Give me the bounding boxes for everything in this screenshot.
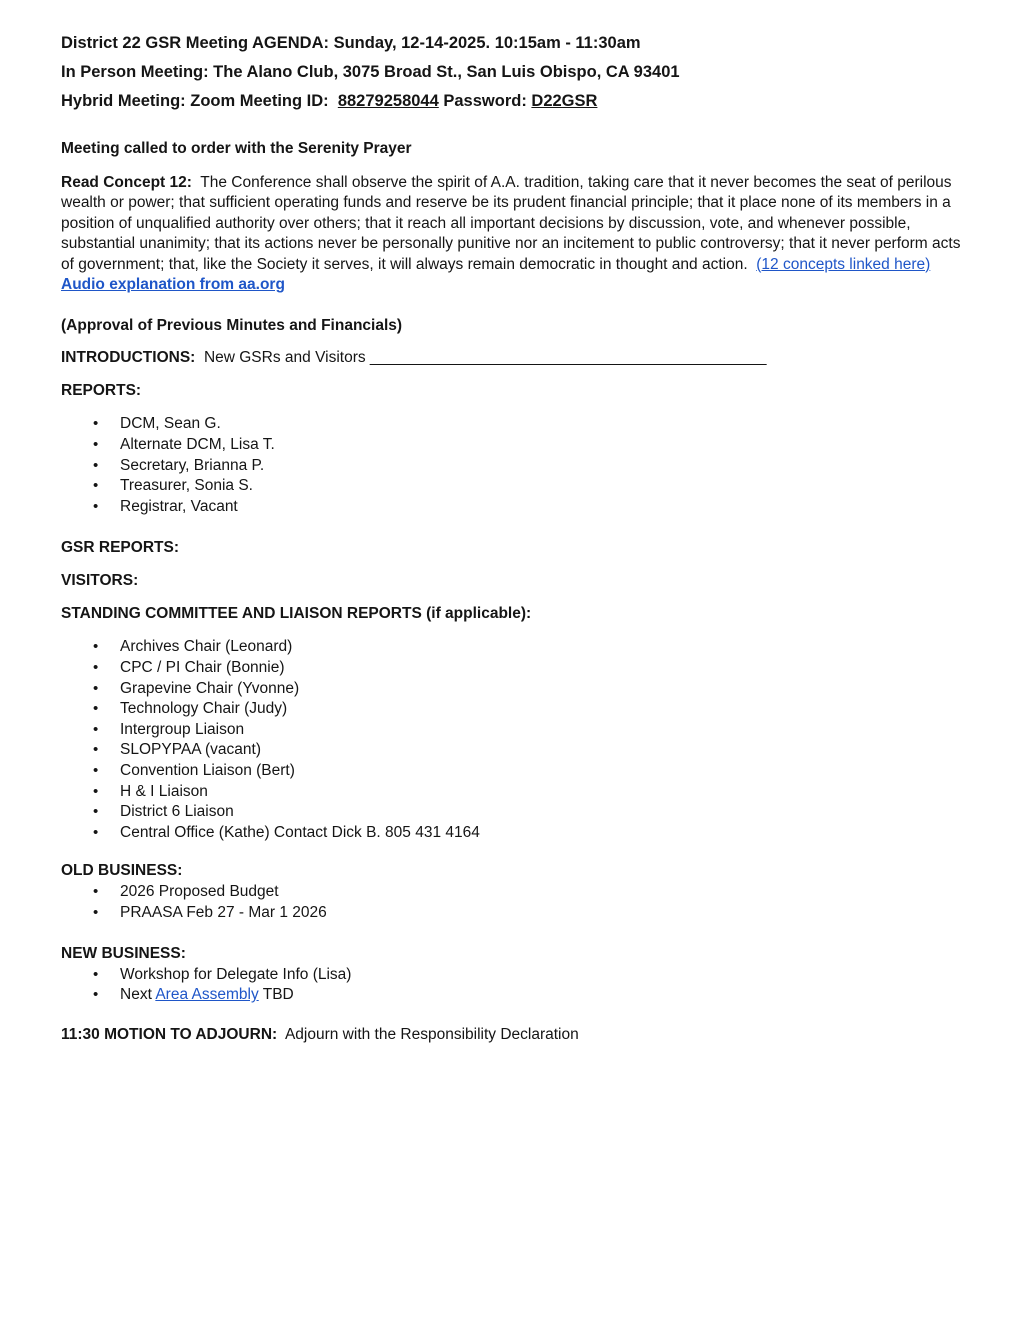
password-label: Password: (438, 92, 532, 110)
standing-committee-list (61, 637, 966, 843)
list-item: • Convention Liaison (Bert) (61, 761, 966, 782)
list-item: • Treasurer, Sonia S. (61, 476, 966, 497)
motion-to-adjourn-label: 11:30 MOTION TO ADJOURN: (61, 1025, 278, 1043)
next-assembly-prefix: Next (120, 986, 156, 1004)
new-business-heading: NEW BUSINESS: (61, 944, 186, 962)
read-concept-label: Read Concept 12: (61, 174, 192, 191)
list-item: • PRAASA Feb 27 - Mar 1 2026 (61, 903, 966, 924)
motion-to-adjourn-text: Adjourn with the Responsibility Declaration (277, 1025, 579, 1043)
read-concept-paragraph (61, 173, 966, 295)
list-item: • Secretary, Brianna P. (61, 456, 966, 477)
list-item: • Archives Chair (Leonard) (61, 637, 966, 658)
old-business-list (61, 882, 966, 923)
zoom-password: D22GSR (531, 92, 598, 110)
introductions-label: INTRODUCTIONS: (61, 349, 196, 367)
hybrid-meeting-label: Hybrid Meeting: Zoom Meeting ID: (61, 92, 338, 110)
read-concept-body: The Conference shall observe the spirit of A.A. tradition, taking care that it never becomes the seat of perilous wealth or power; that sufficient operating funds and reserve be its prudent financial principle; that it place none of its members in a position of unqualified authority over others; that it reach all important decisions by discussion, vote, and whenever possible, substantial unanimity; that its actions never be personally punitive nor an incitement to public controversy; that it never perform acts of government; that, like the Society it serves, it will always remain democratic in thought and action. (61, 174, 965, 273)
list-item: • Alternate DCM, Lisa T. (61, 435, 966, 456)
next-assembly-suffix: TBD (258, 986, 294, 1004)
gsr-reports-heading: GSR REPORTS: (61, 539, 179, 557)
list-item: • Intergroup Liaison (61, 720, 966, 741)
list-item: • 2026 Proposed Budget (61, 882, 966, 903)
hybrid-meeting-line (61, 91, 966, 111)
reports-list (61, 414, 966, 517)
list-item: • Grapevine Chair (Yvonne) (61, 679, 966, 700)
list-item: • H & I Liaison (61, 782, 966, 803)
old-business-heading: OLD BUSINESS: (61, 862, 183, 880)
approval-line: (Approval of Previous Minutes and Financials) (61, 317, 403, 335)
list-item: • CPC / PI Chair (Bonnie) (61, 658, 966, 679)
list-item: • District 6 Liaison (61, 802, 966, 823)
list-item: • Registrar, Vacant (61, 497, 966, 518)
standing-committee-heading: STANDING COMMITTEE AND LIAISON REPORTS (if applicable): (61, 605, 532, 623)
area-assembly-link[interactable]: Area Assembly (155, 986, 259, 1004)
list-item: • Central Office (Kathe) Contact Dick B. 805 431 4164 (61, 823, 966, 844)
list-item: • Workshop for Delegate Info (Lisa) (61, 965, 966, 986)
zoom-meeting-id: 88279258044 (337, 92, 439, 110)
list-item: • Technology Chair (Judy) (61, 699, 966, 720)
motion-to-adjourn-line (61, 1025, 966, 1045)
in-person-meeting-line: In Person Meeting: The Alano Club, 3075 Broad St., San Luis Obispo, CA 93401 (61, 63, 680, 81)
list-item (61, 985, 966, 1006)
meeting-title: District 22 GSR Meeting AGENDA: Sunday, 12-14-2025. 10:15am - 11:30am (61, 34, 641, 52)
list-item: • DCM, Sean G. (61, 414, 966, 435)
introductions-blank-line: ______________________________________________ (369, 349, 767, 367)
link-spacer (930, 256, 934, 273)
reports-heading: REPORTS: (61, 382, 142, 400)
introductions-text: New GSRs and Visitors (195, 349, 370, 367)
audio-explanation-link[interactable]: Audio explanation from aa.org (61, 276, 285, 294)
twelve-concepts-link[interactable]: (12 concepts linked here) (756, 255, 931, 273)
visitors-heading: VISITORS: (61, 572, 139, 590)
new-business-list (61, 965, 966, 1006)
introductions-line (61, 348, 966, 368)
called-to-order-line: Meeting called to order with the Serenity Prayer (61, 140, 412, 157)
list-item: • SLOPYPAA (vacant) (61, 740, 966, 761)
